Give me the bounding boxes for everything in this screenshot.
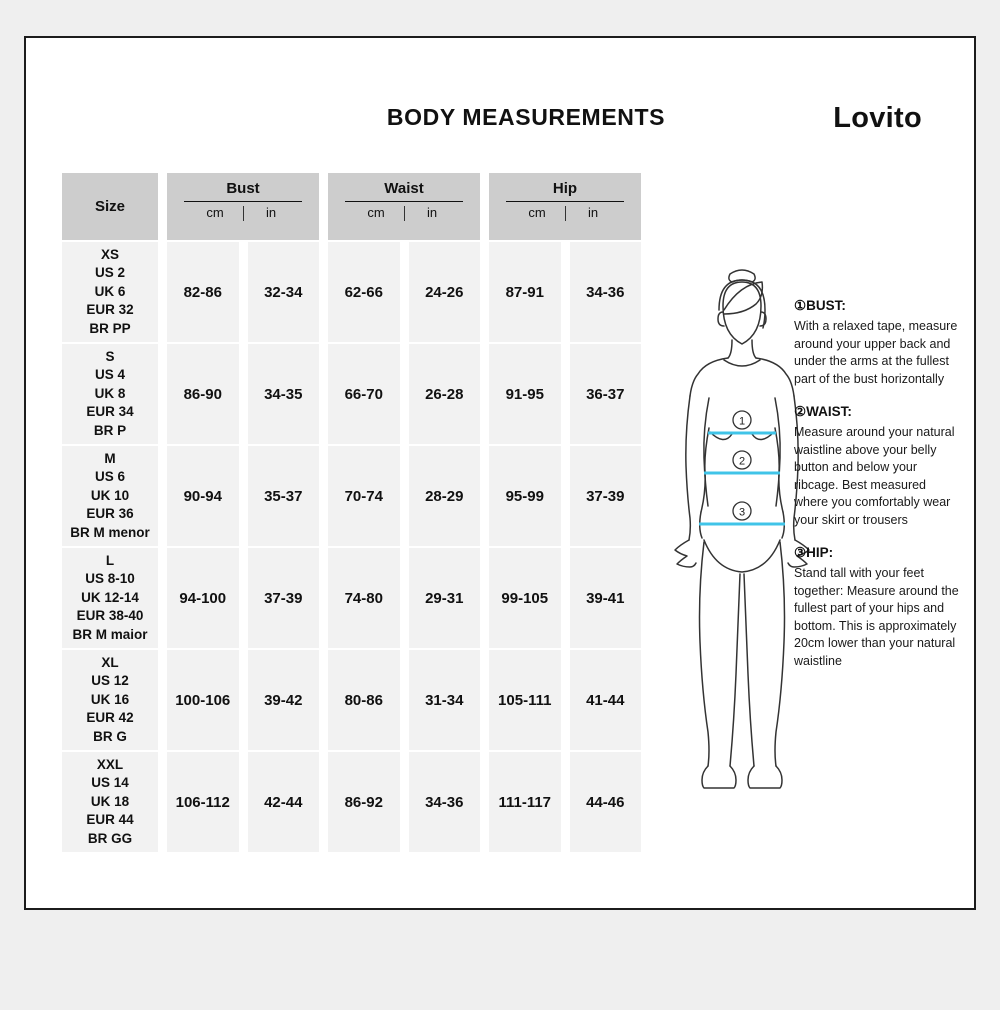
bust-in-cell: 39-42 <box>248 650 320 750</box>
bust-cell-group <box>167 548 319 648</box>
hip-unit-cm: cm <box>528 205 546 220</box>
foot-right <box>748 766 782 788</box>
marker-waist-label: 2 <box>738 455 746 468</box>
size-line: UK 8 <box>94 385 126 401</box>
hip-units <box>506 205 624 220</box>
size-line: US 6 <box>94 469 125 485</box>
bust-cm-cell: 82-86 <box>167 242 239 342</box>
size-line: BR G <box>93 728 127 744</box>
hip-in-cell: 44-46 <box>570 752 642 852</box>
size-line: UK 18 <box>90 793 130 809</box>
header-rule <box>184 201 302 202</box>
size-line: EUR 42 <box>86 710 134 726</box>
hip-cm-cell: 87-91 <box>489 242 561 342</box>
brief-line <box>704 540 780 572</box>
size-table <box>62 173 642 852</box>
hand-left <box>675 540 696 567</box>
bust-cell-group <box>167 446 319 546</box>
bust-cm-cell: 94-100 <box>167 548 239 648</box>
size-line: US 2 <box>94 265 125 281</box>
hip-unit-in: in <box>587 205 599 220</box>
table-body <box>62 242 642 852</box>
size-line: L <box>105 552 115 568</box>
size-line: M <box>104 450 116 466</box>
table-row <box>62 242 642 342</box>
marker-bust-label: 1 <box>738 415 746 428</box>
size-line: UK 16 <box>90 691 130 707</box>
size-line: UK 6 <box>94 283 126 299</box>
waist-in-cell: 26-28 <box>409 344 481 444</box>
bust-in-cell: 35-37 <box>248 446 320 546</box>
unit-divider <box>565 206 566 221</box>
size-cell <box>62 344 158 444</box>
face <box>723 282 761 344</box>
size-cell <box>62 752 158 852</box>
waist-unit-in: in <box>426 205 438 220</box>
bust-in-cell: 34-35 <box>248 344 320 444</box>
bust-unit-in: in <box>265 205 277 220</box>
arm-left <box>686 396 691 540</box>
bust-in-cell: 37-39 <box>248 548 320 648</box>
waist-cell-group <box>328 650 480 750</box>
bust-cell-group <box>167 650 319 750</box>
instruction-block-2 <box>794 543 959 670</box>
waist-unit-cm: cm <box>367 205 385 220</box>
table-header-row <box>62 173 642 240</box>
hip-in-cell: 34-36 <box>570 242 642 342</box>
shoulder-right <box>756 358 794 396</box>
hip-in-cell: 36-37 <box>570 344 642 444</box>
size-chart-card <box>24 36 976 910</box>
measurement-instructions <box>794 296 959 684</box>
waist-in-cell: 31-34 <box>409 650 481 750</box>
size-cell <box>62 650 158 750</box>
marker-hip <box>733 502 751 520</box>
waist-in-cell: 24-26 <box>409 242 481 342</box>
size-line: BR P <box>93 422 127 438</box>
instruction-block-0 <box>794 296 959 388</box>
waist-cm-cell: 74-80 <box>328 548 400 648</box>
instruction-title: ②WAIST: <box>794 404 852 419</box>
hip-cm-cell: 91-95 <box>489 344 561 444</box>
column-header-waist-label: Waist <box>384 180 424 197</box>
size-line: EUR 34 <box>86 404 134 420</box>
unit-divider <box>243 206 244 221</box>
waist-in-cell: 28-29 <box>409 446 481 546</box>
waist-cm-cell: 70-74 <box>328 446 400 546</box>
leg-outer-left <box>700 542 710 766</box>
waist-cm-cell: 62-66 <box>328 242 400 342</box>
size-line: BR GG <box>87 830 133 846</box>
hip-cm-cell: 95-99 <box>489 446 561 546</box>
bust-in-cell: 32-34 <box>248 242 320 342</box>
size-line: US 4 <box>94 367 125 383</box>
waist-cell-group <box>328 752 480 852</box>
waist-cell-group <box>328 242 480 342</box>
table-row <box>62 650 642 750</box>
table-row <box>62 752 642 852</box>
hip-in-cell: 37-39 <box>570 446 642 546</box>
column-header-bust <box>167 173 319 240</box>
table-row <box>62 446 642 546</box>
bust-cm-cell: 90-94 <box>167 446 239 546</box>
hip-cm-cell: 99-105 <box>489 548 561 648</box>
unit-divider <box>404 206 405 221</box>
instruction-body: Stand tall with your feet together: Measure around the fullest part of your hips and bottom. This is approximately 20cm lower than your natural waistline <box>794 566 959 668</box>
instruction-title: ①BUST: <box>794 298 846 313</box>
waist-cm-cell: 66-70 <box>328 344 400 444</box>
bust-cm-cell: 86-90 <box>167 344 239 444</box>
size-line: US 8-10 <box>85 571 135 587</box>
column-header-waist <box>328 173 480 240</box>
hip-cell-group <box>489 548 641 648</box>
instruction-body: Measure around your natural waistline above your belly button and below your ribcage. Best measured where you comfortably wear your skirt or trousers <box>794 425 955 527</box>
size-line: US 14 <box>91 775 129 791</box>
shoulder-left <box>690 358 728 396</box>
hip-cell-group <box>489 242 641 342</box>
waist-in-cell: 29-31 <box>409 548 481 648</box>
marker-waist <box>733 451 751 469</box>
waist-cell-group <box>328 446 480 546</box>
hip-cell-group <box>489 446 641 546</box>
size-line: EUR 36 <box>86 506 134 522</box>
size-line: EUR 38-40 <box>76 608 144 624</box>
header-rule <box>506 201 624 202</box>
waist-cm-cell: 86-92 <box>328 752 400 852</box>
bust-cm-cell: 100-106 <box>167 650 239 750</box>
size-line: BR M maior <box>72 626 148 642</box>
size-line: UK 10 <box>90 487 130 503</box>
size-cell <box>62 242 158 342</box>
hip-cm-cell: 105-111 <box>489 650 561 750</box>
size-line: UK 12-14 <box>81 589 139 605</box>
size-line: S <box>105 348 115 364</box>
waist-units <box>345 205 463 220</box>
marker-bust <box>733 411 751 429</box>
marker-hip-label: 3 <box>738 506 746 519</box>
size-line: XL <box>101 654 119 670</box>
size-line: BR PP <box>89 320 131 336</box>
leg-inner-left <box>730 574 740 766</box>
size-line: EUR 44 <box>86 812 134 828</box>
page-title: BODY MEASUREMENTS <box>386 104 666 130</box>
instruction-title: ③HIP: <box>794 545 834 560</box>
hip-in-cell: 39-41 <box>570 548 642 648</box>
column-header-hip <box>489 173 641 240</box>
hip-cell-group <box>489 344 641 444</box>
hair <box>719 280 765 328</box>
column-header-hip-label: Hip <box>552 180 578 197</box>
brand-logo: Lovito <box>833 102 922 134</box>
waist-cm-cell: 80-86 <box>328 650 400 750</box>
table-row <box>62 344 642 444</box>
hip-in-cell: 41-44 <box>570 650 642 750</box>
neck <box>728 340 756 358</box>
size-cell <box>62 548 158 648</box>
bust-in-cell: 42-44 <box>248 752 320 852</box>
hip-cell-group <box>489 650 641 750</box>
column-header-bust-label: Bust <box>226 180 260 197</box>
bust-unit-cm: cm <box>206 205 224 220</box>
collarbone <box>724 360 760 366</box>
table-row <box>62 548 642 648</box>
size-line: EUR 32 <box>86 302 134 318</box>
leg-outer-right <box>775 542 785 766</box>
bust-cell-group <box>167 242 319 342</box>
waist-in-cell: 34-36 <box>409 752 481 852</box>
hip-cell-group <box>489 752 641 852</box>
hip-cm-cell: 111-117 <box>489 752 561 852</box>
column-header-size: Size <box>62 173 158 240</box>
bust-cell-group <box>167 344 319 444</box>
bust-cell-group <box>167 752 319 852</box>
foot-left <box>702 766 736 788</box>
size-line: XXL <box>96 756 124 772</box>
waist-cell-group <box>328 548 480 648</box>
header-rule <box>345 201 463 202</box>
size-cell <box>62 446 158 546</box>
size-line: XS <box>100 246 119 262</box>
size-line: BR M menor <box>70 524 150 540</box>
instruction-body: With a relaxed tape, measure around your upper back and under the arms at the fullest part of the bust horizontally <box>794 319 958 386</box>
size-line: US 12 <box>91 673 129 689</box>
bust-units <box>184 205 302 220</box>
instruction-block-1 <box>794 402 959 529</box>
leg-inner-right <box>744 574 754 766</box>
bust-cm-cell: 106-112 <box>167 752 239 852</box>
waist-cell-group <box>328 344 480 444</box>
